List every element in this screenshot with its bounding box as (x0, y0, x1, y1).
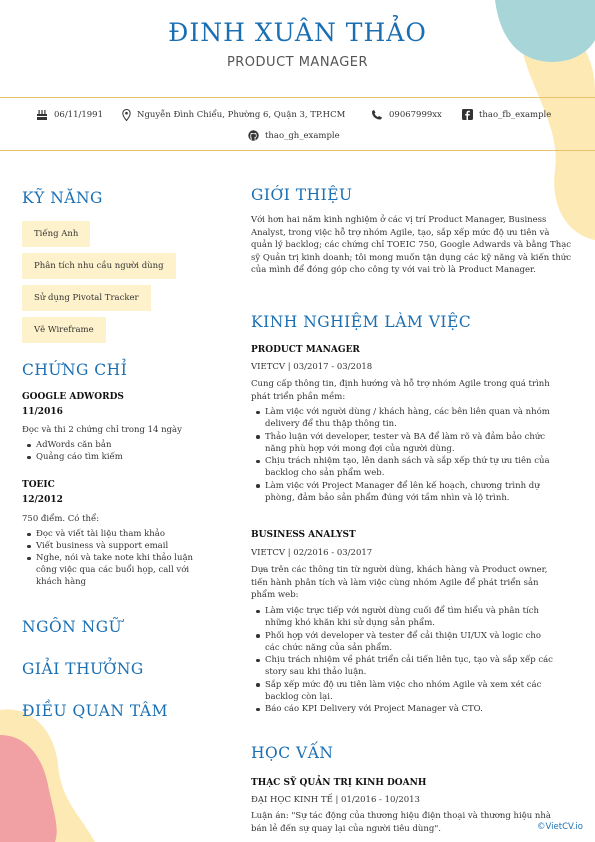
facebook-icon (462, 109, 473, 120)
contact-github[interactable] (248, 130, 340, 141)
list-item: Quảng cáo tìm kiếm (24, 451, 219, 463)
certificate-name: GOOGLE ADWORDS (22, 392, 124, 402)
certificate-date: 11/2016 (22, 407, 63, 417)
awards-title: GIẢI THƯỞNG (22, 660, 144, 678)
contact-address (122, 109, 345, 121)
certificate-bullets (24, 528, 196, 588)
list-item: Làm việc trực tiếp với người dùng cuối để tìm hiểu và phân tích những khó khăn khi sử dụng sản phẩm. (253, 605, 553, 630)
experience-title: KINH NGHIỆM LÀM VIỆC (251, 313, 472, 331)
job-bullets (253, 605, 553, 716)
cake-icon (36, 109, 48, 120)
job-title: BUSINESS ANALYST (251, 530, 356, 540)
list-item: Chịu trách nhiệm tạo, lên danh sách và sắp xếp thứ tự ưu tiên của backlog cho sản phẩm web. (253, 455, 553, 480)
skill-tag: Vẽ Wireframe (22, 317, 106, 343)
job-meta: VIETCV | 03/2017 - 03/2018 (251, 362, 373, 372)
list-item: Thảo luận với developer, tester và BA để làm rõ và đảm bảo chức năng phù hợp với mong đợi của người dùng. (253, 431, 553, 456)
contact-bar (0, 97, 595, 151)
candidate-role: PRODUCT MANAGER (226, 55, 369, 70)
phone-text: 09067999xx (389, 109, 442, 120)
job-desc: Cung cấp thông tin, định hướng và hỗ trợ nhóm Agile trong quá trình phát triển phần mềm: (251, 379, 550, 402)
list-item: Đọc và viết tài liệu tham khảo (24, 528, 196, 540)
degree-text: Luận án: "Sự tác động của thương hiệu điện thoại và thương hiệu nhà bán lẻ đến sự quay lại của người tiêu dùng". (251, 811, 551, 834)
contact-birthday (36, 109, 103, 120)
degree-title: THẠC SỸ QUẢN TRỊ KINH DOANH (251, 778, 427, 788)
intro-title: GIỚI THIỆU (251, 186, 353, 204)
contact-facebook[interactable] (462, 109, 551, 120)
skill-tag: Tiếng Anh (22, 221, 90, 247)
address-text: Nguyễn Đình Chiểu, Phường 6, Quận 3, TP.HCM (137, 110, 346, 120)
phone-icon (371, 109, 383, 120)
certificate-desc: Đọc và thi 2 chứng chỉ trong 14 ngày (22, 425, 182, 435)
list-item: Làm việc với người dùng / khách hàng, các bên liên quan và nhóm delivery để thu thập thông tin. (253, 406, 553, 431)
certificate-bullets (24, 439, 219, 463)
facebook-text: thao_fb_example (479, 109, 552, 120)
certificate-desc: 750 điểm. Có thể: (22, 514, 100, 524)
languages-title: NGÔN NGỮ (22, 618, 123, 636)
list-item: Chịu trách nhiệm về phát triển cải tiến liên tục, tạo và sắp xếp các story sau khi thảo luận. (253, 654, 553, 679)
job-meta: VIETCV | 02/2016 - 03/2017 (251, 548, 373, 558)
job-desc: Dựa trên các thông tin từ người dùng, khách hàng và Product owner, tiến hành phân tích và làm việc cùng nhóm Agile để phát triển sản phẩm web: (251, 565, 548, 600)
intro-text: Với hơn hai năm kinh nghiệm ở các vị trí Product Manager, Business Analyst, trong việc hỗ trợ nhóm Agile, tạo, sắp xếp mức độ ưu tiên và quản lý backlog; các chứng chỉ TOEIC 750, Google Adwards và bằng Thạc sỹ Quản trị kinh doanh; tôi mong muốn tận dụng các kỹ năng và kiến thức của mình để đóng góp cho công ty với vai trò là Product Manager. (251, 215, 572, 275)
github-text: thao_gh_example (265, 130, 340, 141)
list-item: Sắp xếp mức độ ưu tiên làm việc cho nhóm Agile và xem xét các backlog còn lại. (253, 679, 553, 704)
education-title: HỌC VẤN (251, 744, 334, 762)
github-icon (248, 130, 259, 141)
certificate-date: 12/2012 (22, 495, 63, 505)
list-item: Làm việc với Project Manager để lên kế hoạch, chương trình dự phòng, đảm bảo sản phẩm đúng với tầm nhìn và lộ trình. (253, 480, 553, 505)
list-item: AdWords căn bản (24, 439, 219, 451)
skill-tag: Sử dụng Pivotal Tracker (22, 285, 151, 311)
location-pin-icon (122, 109, 131, 121)
brand-watermark: ©VietCV.io (537, 822, 583, 832)
list-item: Báo cáo KPI Delivery với Project Manager và CTO. (253, 703, 553, 715)
list-item: Phối hợp với developer và tester để cải thiện UI/UX và logic cho các chức năng của sản phẩm. (253, 630, 553, 655)
job-bullets (253, 406, 553, 504)
contact-phone (371, 109, 442, 120)
skill-tag: Phân tích nhu cầu người dùng (22, 253, 176, 279)
birthday-text: 06/11/1991 (54, 109, 103, 120)
list-item: Viết business và support email (24, 540, 196, 552)
skills-title: KỸ NĂNG (22, 189, 103, 207)
certificates-title: CHỨNG CHỈ (22, 361, 128, 379)
certificate-name: TOEIC (22, 480, 55, 490)
interests-title: ĐIỀU QUAN TÂM (22, 702, 168, 720)
degree-meta: ĐẠI HỌC KINH TẾ | 01/2016 - 10/2013 (251, 795, 420, 805)
list-item: Nghe, nói và take note khi thảo luận công việc qua các buổi họp, call với khách hàng (24, 552, 196, 588)
candidate-name: ĐINH XUÂN THẢO (168, 18, 427, 47)
job-title: PRODUCT MANAGER (251, 345, 360, 355)
